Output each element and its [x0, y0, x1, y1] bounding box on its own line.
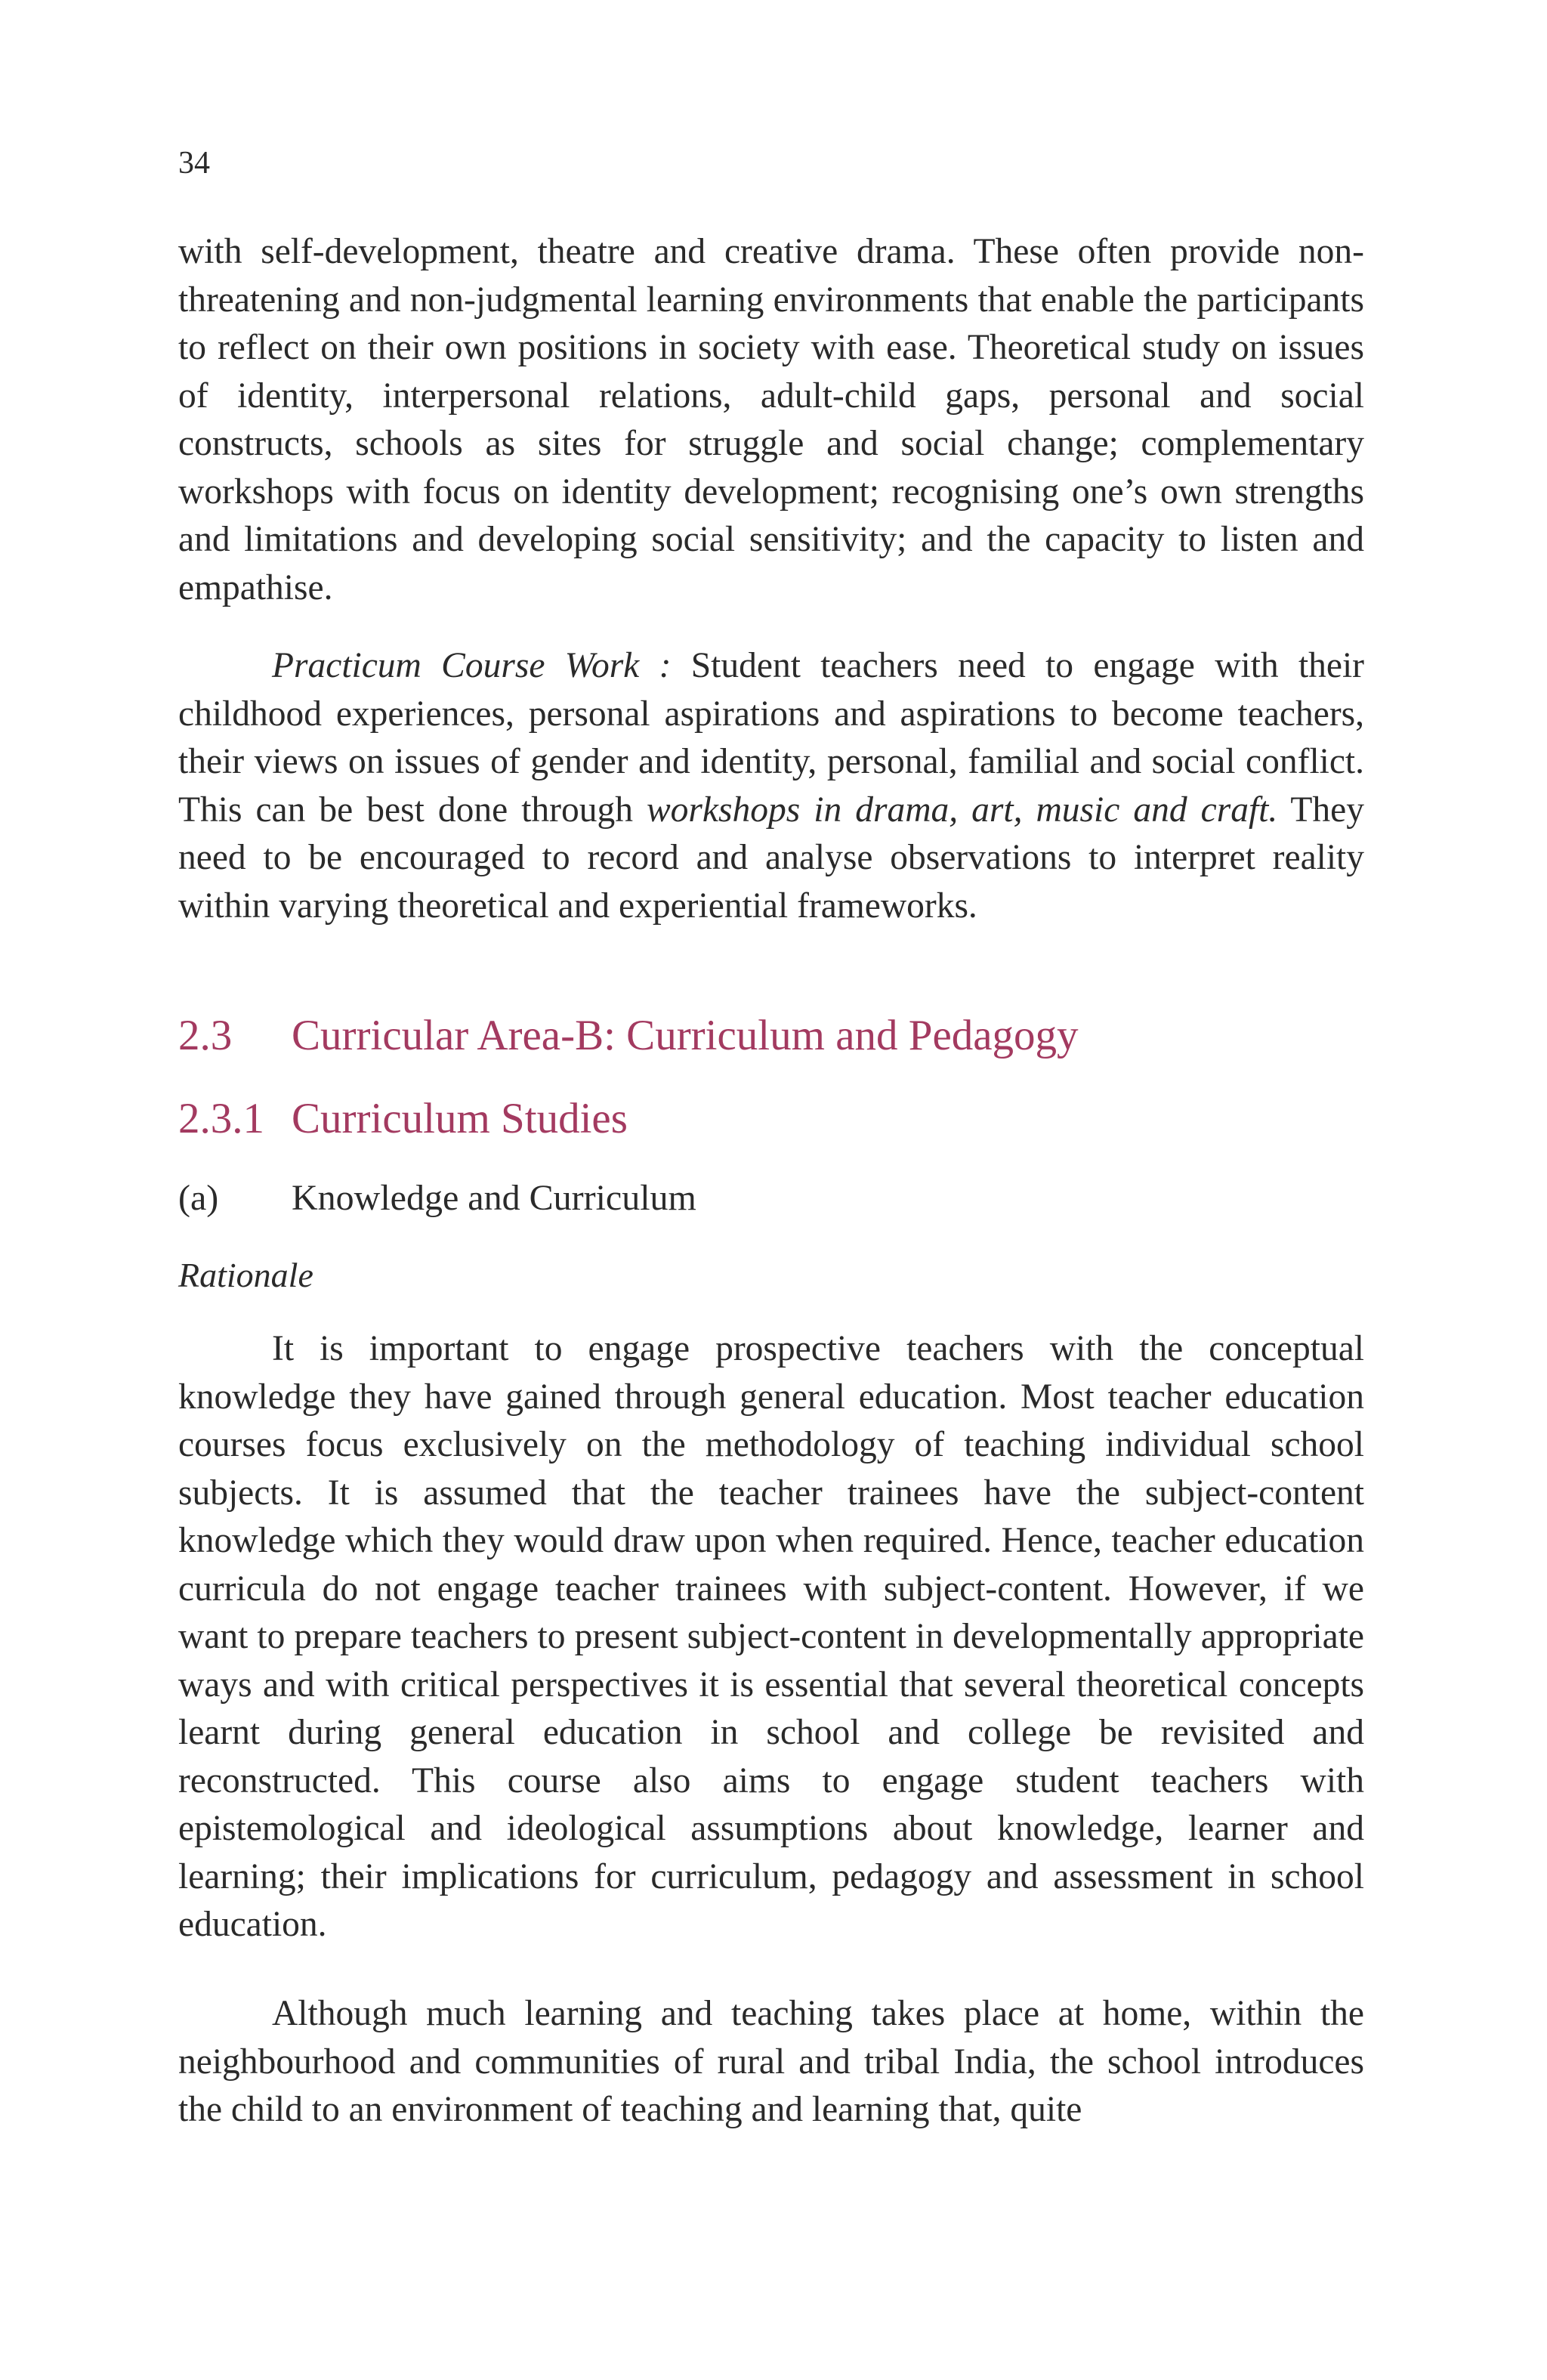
rationale-label: Rationale [178, 1256, 313, 1294]
paragraph-practicum-course-work [178, 642, 1364, 930]
item-title: Knowledge and Curriculum [292, 1178, 696, 1218]
practicum-emphasis: workshops in drama, art, music and craft. [647, 790, 1278, 830]
item-heading [178, 1180, 696, 1216]
subsection-number: 2.3.1 [178, 1095, 264, 1142]
section-heading [178, 1014, 1079, 1057]
section-title: Curricular Area-B: Curriculum and Pedagogy [292, 1012, 1079, 1059]
paragraph-home-learning: Although much learning and teaching takes place at home, within the neighbourhood and communities of rural and tribal India, the school introduces the child to an environment of teaching and learning that, quite [178, 1994, 1364, 2129]
subsection-title: Curriculum Studies [292, 1095, 628, 1142]
item-label: (a) [178, 1178, 219, 1218]
section-number: 2.3 [178, 1012, 233, 1059]
practicum-lead-label: Practicum Course Work : [272, 646, 672, 685]
subsection-heading [178, 1097, 628, 1140]
paragraph-identity-workshops: with self-development, theatre and creative drama. These often provide non-threatening and non-judgmental learning environments that enable the participants to reflect on their own positions in society with ease. Theoretical study on issues of identity, interpersonal relations, adult-child gaps, personal and social constructs, schools as sites for struggle and social change; complementary workshops with focus on identity development; recognising one’s own strengths and limitations and developing social sensitivity; and the capacity to listen and empathise. [178, 232, 1364, 607]
practicum-text-a: Student teachers need to engage with their childhood experiences, personal aspirations and aspirations to become teachers, their views on issues of gender and identity, personal, familial and social conflict. This can be best done through [178, 646, 1365, 830]
practicum-text-b: They need to be encouraged to record and analyse observations to interpret reality within varying theoretical and experiential frameworks. [178, 790, 1365, 926]
page-number: 34 [178, 146, 210, 181]
paragraph-rationale: It is important to engage prospective teachers with the conceptual knowledge they have gained through general education. Most teacher education courses focus exclusively on the methodology of teaching individual school subjects. It is assumed that the teacher trainees have the subject-content knowledge which they would draw upon when required. Hence, teacher education curricula do not engage teacher trainees with subject-content. However, if we want to prepare teachers to present subject-content in developmentally appropriate ways and with critical perspectives it is essential that several theoretical concepts learnt during general education in school and college be revisited and reconstructed. This course also aims to engage student teachers with epistemological and ideological assumptions about knowledge, learner and learning; their implications for curriculum, pedagogy and assessment in school education. [178, 1329, 1364, 1944]
